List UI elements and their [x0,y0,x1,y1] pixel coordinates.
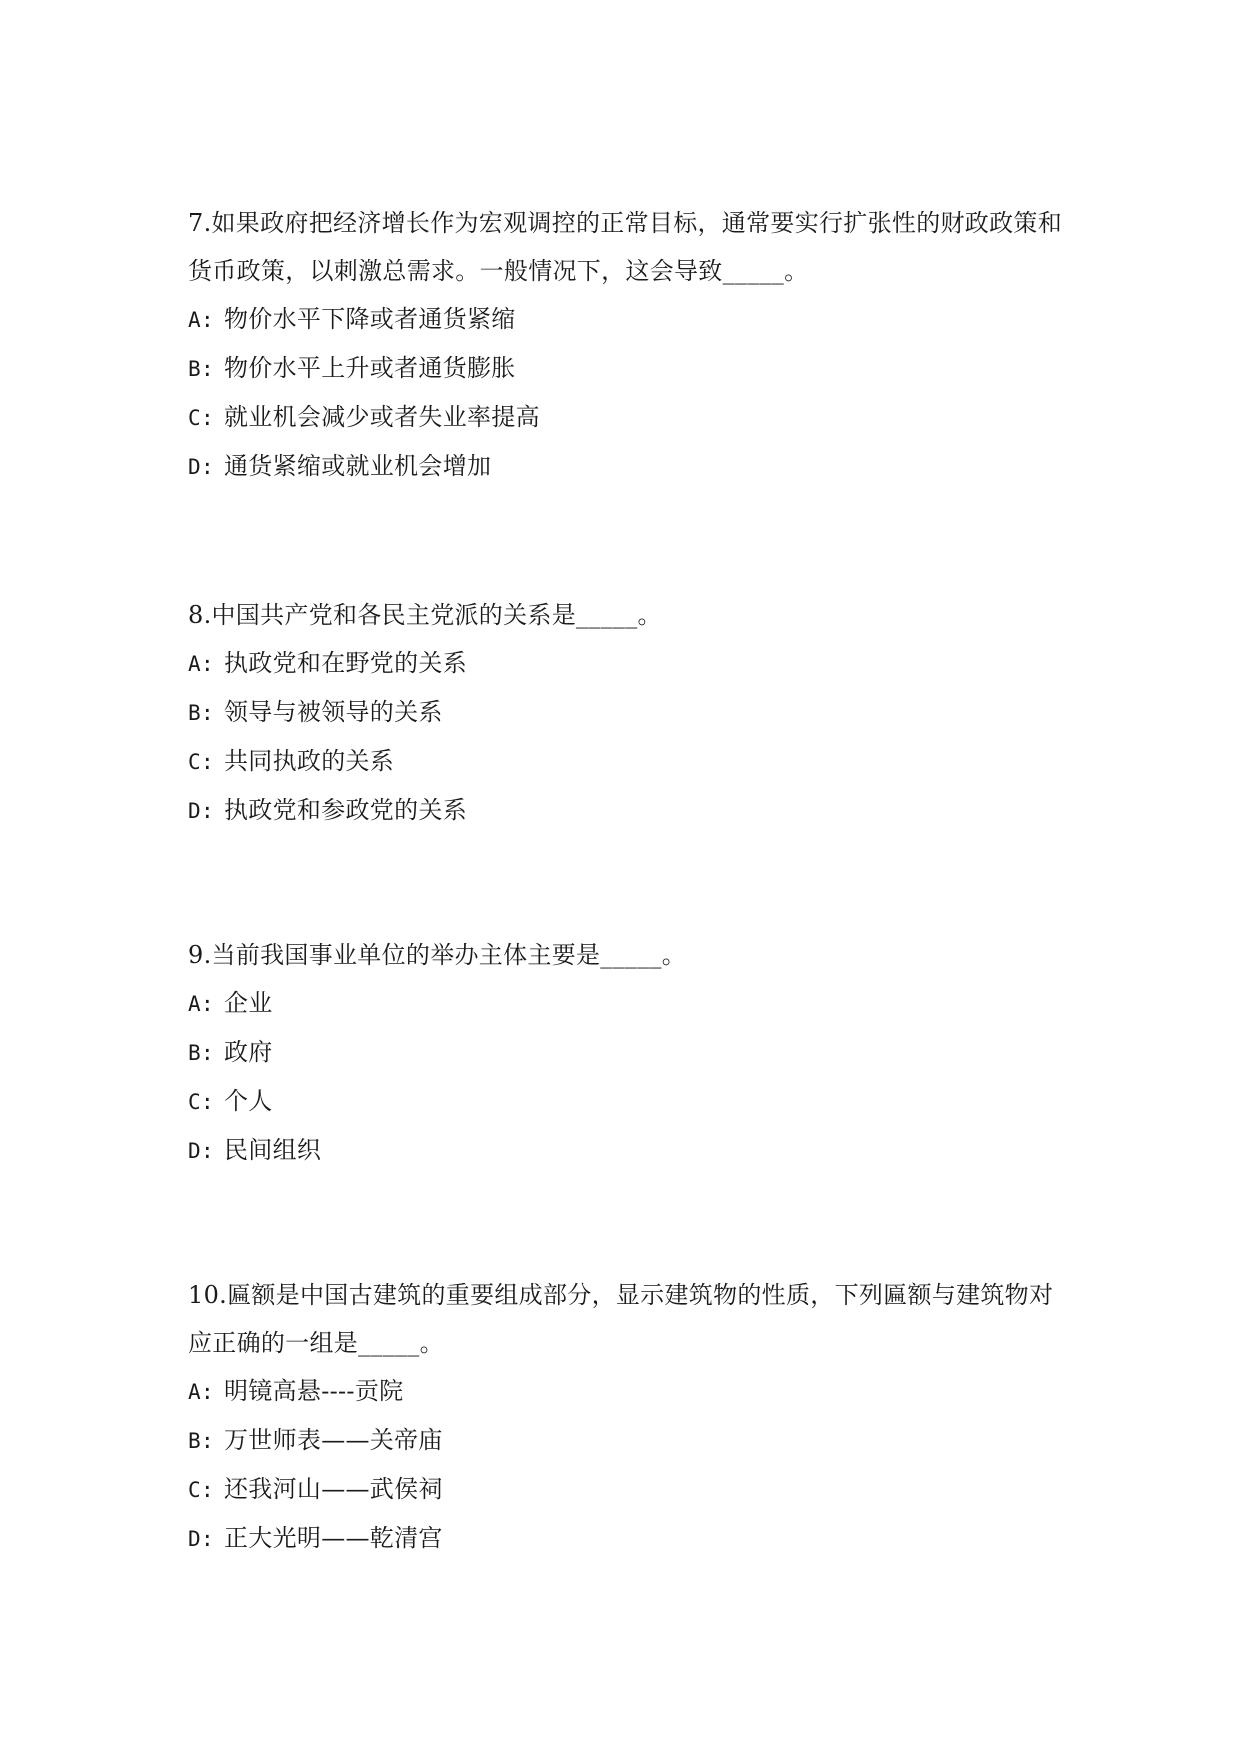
option-c [188,737,1068,786]
question-stem: 7.如果政府把经济增长作为宏观调控的正常目标，通常要实行扩张性的财政政策和货币政策，以刺激总需求。一般情况下，这会导致_____。 [188,209,1062,285]
option-letter: C: [188,750,214,774]
option-a [188,639,1068,688]
option-text: 通货紧缩或就业机会增加 [224,452,492,480]
option-letter: B: [188,701,214,725]
option-text: 民间组织 [224,1136,322,1164]
option-d [188,1126,1068,1175]
option-text: 执政党和在野党的关系 [224,649,467,677]
option-letter: D: [188,1527,214,1551]
option-letter: C: [188,406,214,430]
question-stem: 10.匾额是中国古建筑的重要组成部分，显示建筑物的性质，下列匾额与建筑物对应正确的一组是_____。 [188,1281,1054,1357]
option-b [188,1028,1068,1077]
option-text: 就业机会减少或者失业率提高 [224,403,540,431]
option-text: 还我河山——武侯祠 [224,1475,443,1503]
option-text: 执政党和参政党的关系 [224,796,467,824]
option-letter: C: [188,1478,214,1502]
option-text: 正大光明——乾清宫 [224,1524,443,1552]
option-letter: D: [188,455,214,479]
option-a [188,979,1068,1028]
option-letter: D: [188,799,214,823]
option-c [188,1077,1068,1126]
option-letter: A: [188,652,214,676]
option-text: 政府 [224,1038,273,1066]
option-letter: A: [188,308,214,332]
option-letter: C: [188,1090,214,1114]
option-b [188,344,1068,393]
option-text: 物价水平上升或者通货膨胀 [224,354,516,382]
option-text: 个人 [224,1087,273,1115]
option-letter: D: [188,1139,214,1163]
option-text: 共同执政的关系 [224,747,395,775]
option-letter: B: [188,357,214,381]
option-d [188,786,1068,835]
question-10 [188,1271,1068,1563]
option-b [188,688,1068,737]
option-d [188,1514,1068,1563]
question-7 [188,199,1068,491]
option-text: 万世师表——关帝庙 [224,1426,443,1454]
option-a [188,1367,1068,1416]
option-c [188,1465,1068,1514]
option-letter: A: [188,1380,214,1404]
option-b [188,1416,1068,1465]
option-text: 物价水平下降或者通货紧缩 [224,305,516,333]
question-8 [188,591,1068,835]
option-letter: B: [188,1429,214,1453]
option-a [188,295,1068,344]
option-text: 明镜高悬----贡院 [224,1377,404,1405]
option-c [188,393,1068,442]
option-text: 领导与被领导的关系 [224,698,443,726]
option-letter: A: [188,992,214,1016]
option-letter: B: [188,1041,214,1065]
question-9 [188,931,1068,1175]
question-stem: 8.中国共产党和各民主党派的关系是_____。 [188,601,662,629]
option-d [188,442,1068,491]
question-stem: 9.当前我国事业单位的举办主体主要是_____。 [188,941,687,969]
option-text: 企业 [224,989,273,1017]
